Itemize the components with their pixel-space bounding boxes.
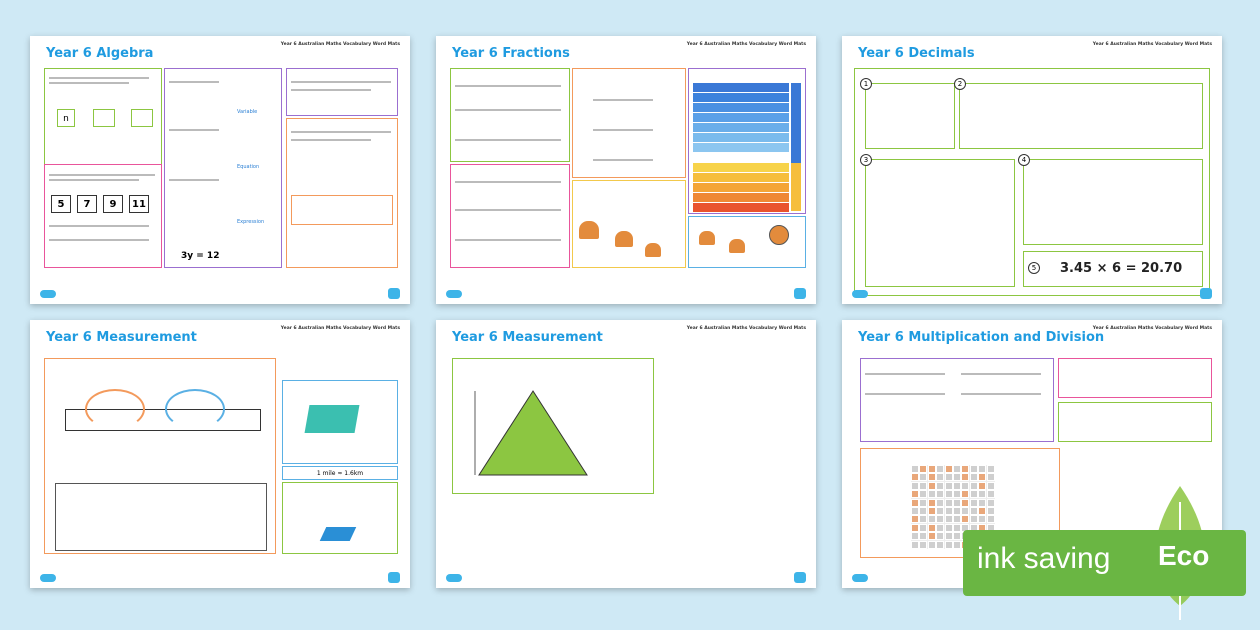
eco-label: Eco [1158, 540, 1210, 571]
grid-cell [945, 473, 953, 481]
grid-cell [987, 473, 995, 481]
triangle-diagram [473, 383, 593, 483]
sheet-header: Year 6 Australian Maths Vocabulary Word Mats [280, 326, 400, 331]
sheet-measurement-2[interactable] [436, 320, 816, 588]
adding-fractions-box [450, 68, 570, 162]
grid-cell [919, 515, 927, 523]
conversion-box: 1 mile ≈ 1.6km [282, 466, 398, 480]
grid-cell [978, 515, 986, 523]
sheet-header: Year 6 Australian Maths Vocabulary Word Mats [686, 42, 806, 47]
step-5-box [1023, 251, 1203, 287]
grid-cell [945, 524, 953, 532]
sheet-title: Year 6 Algebra [46, 46, 154, 61]
grid-cell [936, 473, 944, 481]
grid-cell [953, 541, 961, 549]
grid-cell [928, 473, 936, 481]
grid-cell [987, 515, 995, 523]
decimal-result: 3.45 × 6 = 20.70 [1060, 261, 1183, 276]
step-number: 3 [860, 154, 872, 166]
grid-cell [928, 507, 936, 515]
grid-cell [978, 490, 986, 498]
step-1-box [863, 80, 955, 149]
twinkl-logo [852, 290, 868, 298]
grid-cell [961, 482, 969, 490]
step-number: 5 [1028, 262, 1040, 274]
grid-cell [987, 465, 995, 473]
fraction-whole-number-box [572, 180, 686, 268]
grid-cell [919, 465, 927, 473]
grid-cell [970, 465, 978, 473]
place-value-chart [688, 68, 806, 214]
grid-cell [911, 507, 919, 515]
mixed-numbers-box [450, 164, 570, 268]
linear-sequence-box [44, 164, 162, 268]
grid-cell [953, 490, 961, 498]
grid-cell [953, 507, 961, 515]
multiplying-decimals-frame [854, 68, 1210, 296]
sheet-title: Year 6 Fractions [452, 46, 570, 61]
grid-cell [978, 507, 986, 515]
grid-cell [919, 490, 927, 498]
step-3-box [863, 156, 1015, 287]
grid-cell [919, 541, 927, 549]
grid-cell [961, 490, 969, 498]
sheet-header: Year 6 Australian Maths Vocabulary Word Mats [1092, 326, 1212, 331]
grid-cell [936, 524, 944, 532]
grid-cell [953, 473, 961, 481]
twinkl-logo [852, 574, 868, 582]
grid-cell [953, 515, 961, 523]
common-multiple-box [1058, 402, 1212, 442]
grid-cell [928, 465, 936, 473]
grid-cell [936, 499, 944, 507]
grid-cell [953, 532, 961, 540]
grid-cell [928, 524, 936, 532]
grid-cell [928, 499, 936, 507]
grid-cell [987, 490, 995, 498]
grid-cell [961, 465, 969, 473]
twinkl-logo [446, 290, 462, 298]
grid-cell [970, 499, 978, 507]
parallelogram-box [282, 482, 398, 554]
badge-icon [794, 572, 806, 583]
grid-cell [911, 499, 919, 507]
grid-cell [928, 532, 936, 540]
grid-cell [961, 499, 969, 507]
grid-cell [936, 490, 944, 498]
twinkl-logo [40, 574, 56, 582]
grid-cell [970, 490, 978, 498]
grid-cell [911, 524, 919, 532]
grid-cell [945, 507, 953, 515]
variable-label: Variable [237, 109, 258, 115]
common-factor-box [1058, 358, 1212, 398]
sheet-title: Year 6 Multiplication and Division [858, 330, 1105, 345]
expression-label: Expression [237, 219, 265, 225]
sheet-decimals[interactable] [842, 36, 1222, 304]
grid-cell [987, 482, 995, 490]
missing-numbers-box [164, 68, 282, 268]
grid-cell [919, 532, 927, 540]
grid-cell [945, 515, 953, 523]
identify-patterns-box [286, 118, 398, 268]
grid-cell [978, 499, 986, 507]
grid-cell [911, 482, 919, 490]
grid-cell [928, 515, 936, 523]
pizza-diagram [688, 216, 806, 268]
grid-cell [953, 482, 961, 490]
grid-cell [911, 515, 919, 523]
grid-cell [953, 465, 961, 473]
grid-cell [928, 482, 936, 490]
grid-cell [987, 507, 995, 515]
metric-measurements-box [44, 358, 276, 554]
badge-icon [388, 572, 400, 583]
grid-cell [919, 524, 927, 532]
grid-cell [928, 490, 936, 498]
multiplying-fractions-box [572, 68, 686, 178]
grid-cell [945, 465, 953, 473]
grid-cell [953, 524, 961, 532]
sheet-header: Year 6 Australian Maths Vocabulary Word Mats [1092, 42, 1212, 47]
grid-cell [911, 473, 919, 481]
grid-cell [978, 482, 986, 490]
grid-cell [987, 499, 995, 507]
grid-cell [945, 482, 953, 490]
sequence-term: 5 [51, 195, 71, 213]
sheet-measurement-1[interactable] [30, 320, 410, 588]
grid-cell [936, 541, 944, 549]
sequence-term: 9 [103, 195, 123, 213]
step-4-box [1021, 156, 1203, 245]
sheet-header: Year 6 Australian Maths Vocabulary Word Mats [280, 42, 400, 47]
twinkl-logo [446, 574, 462, 582]
step-number: 1 [860, 78, 872, 90]
grid-cell [919, 499, 927, 507]
grid-cell [911, 532, 919, 540]
grid-cell [919, 482, 927, 490]
grid-cell [936, 482, 944, 490]
grid-cell [970, 507, 978, 515]
grid-cell [936, 507, 944, 515]
sequence-term: 7 [77, 195, 97, 213]
grid-cell [961, 515, 969, 523]
grid-cell [970, 515, 978, 523]
algebra-box: n [44, 68, 162, 194]
badge-icon [794, 288, 806, 299]
volume-box [282, 380, 398, 464]
grid-cell [928, 541, 936, 549]
grid-cell [953, 499, 961, 507]
eco-badge-text: ink saving [977, 542, 1111, 575]
grid-cell [919, 507, 927, 515]
grid-cell [970, 473, 978, 481]
grid-cell [919, 473, 927, 481]
sheet-algebra[interactable] [30, 36, 410, 304]
step-number: 2 [954, 78, 966, 90]
factors-multiples-box [860, 358, 1054, 442]
sequence-term: 11 [129, 195, 149, 213]
simple-formula-box [286, 68, 398, 116]
grid-cell [936, 515, 944, 523]
sheet-title: Year 6 Decimals [858, 46, 975, 61]
grid-cell [936, 532, 944, 540]
grid-cell [945, 499, 953, 507]
sheet-fractions[interactable] [436, 36, 816, 304]
grid-cell [945, 532, 953, 540]
step-number: 4 [1018, 154, 1030, 166]
grid-cell [970, 482, 978, 490]
equation-label: Equation [237, 164, 260, 170]
sheet-title: Year 6 Measurement [46, 330, 197, 345]
step-2-box [957, 80, 1203, 149]
grid-cell [911, 541, 919, 549]
badge-icon [1200, 288, 1212, 299]
badge-icon [388, 288, 400, 299]
grid-cell [978, 465, 986, 473]
twinkl-logo [40, 290, 56, 298]
grid-cell [961, 473, 969, 481]
sheet-header: Year 6 Australian Maths Vocabulary Word Mats [686, 326, 806, 331]
sheet-title: Year 6 Measurement [452, 330, 603, 345]
grid-cell [945, 490, 953, 498]
triangle-area-box [452, 358, 654, 494]
grid-cell [945, 541, 953, 549]
grid-cell [961, 507, 969, 515]
grid-cell [911, 465, 919, 473]
grid-cell [978, 473, 986, 481]
grid-cell [911, 490, 919, 498]
equation-example: 3y = 12 [181, 251, 220, 261]
grid-cell [936, 465, 944, 473]
